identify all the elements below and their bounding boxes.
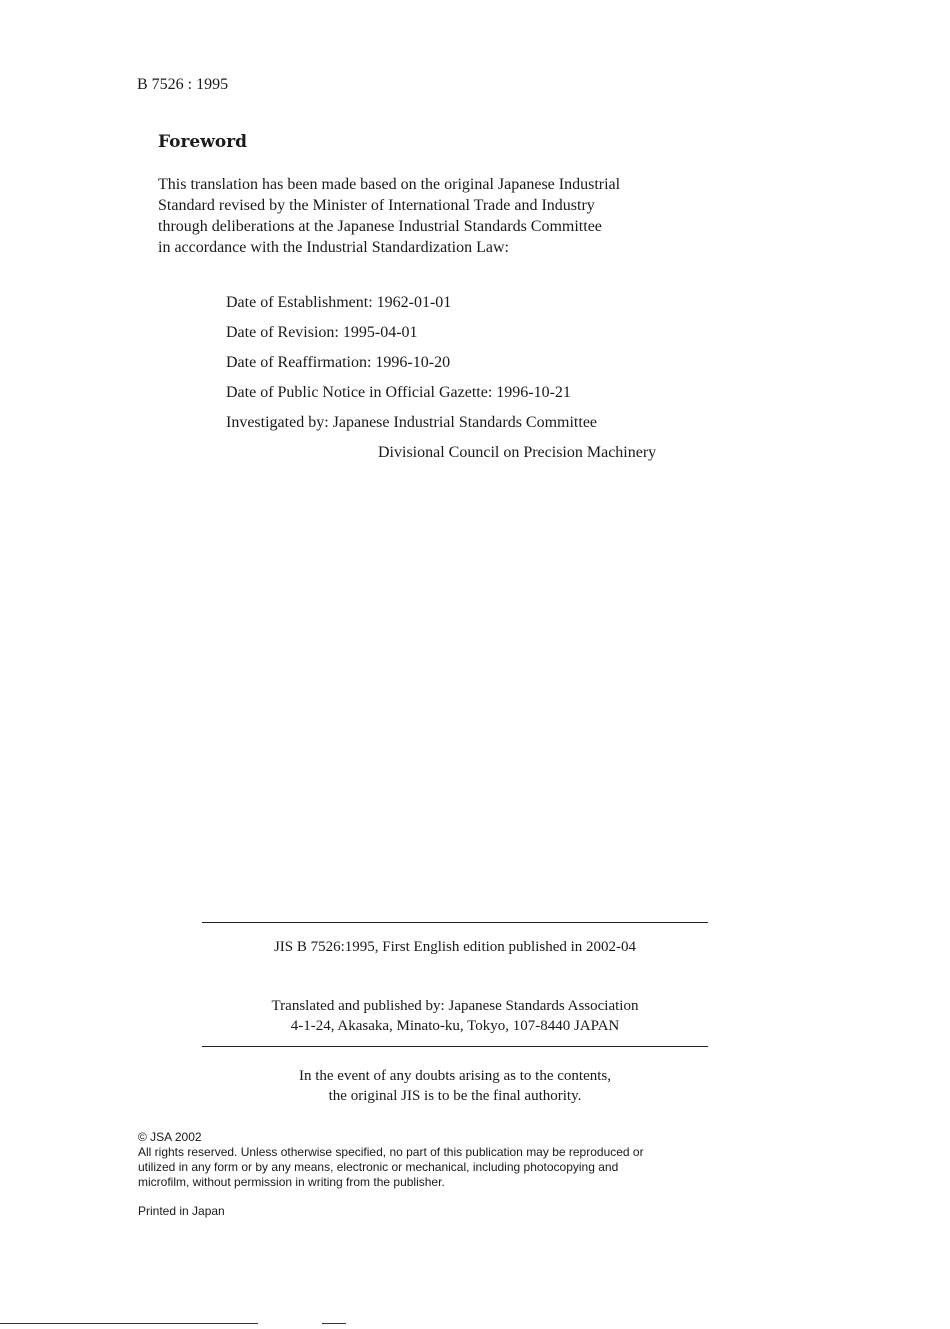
date-of-revision: Date of Revision: 1995-04-01 xyxy=(226,324,418,341)
divider-bottom xyxy=(202,1046,708,1047)
copyright-block xyxy=(138,1130,644,1190)
foreword-heading: Foreword xyxy=(158,132,248,152)
publisher-address: 4-1-24, Akasaka, Minato-ku, Tokyo, 107-8440 JAPAN xyxy=(290,1018,620,1034)
page-edge-mark xyxy=(0,1323,258,1324)
intro-line: This translation has been made based on the original Japanese Industrial xyxy=(158,176,621,193)
printed-in: Printed in Japan xyxy=(138,1204,225,1218)
date-of-establishment: Date of Establishment: 1962-01-01 xyxy=(226,294,452,311)
intro-line: through deliberations at the Japanese Industrial Standards Committee xyxy=(158,218,602,235)
rights-line: microfilm, without permission in writing from the publisher. xyxy=(138,1175,445,1189)
intro-line: Standard revised by the Minister of International Trade and Industry xyxy=(158,197,595,214)
edition-info: JIS B 7526:1995, First English edition published in 2002-04 xyxy=(273,939,637,955)
publisher-line: Translated and published by: Japanese Standards Association xyxy=(271,998,639,1014)
document-code: B 7526 : 1995 xyxy=(137,76,229,93)
investigated-by: Investigated by: Japanese Industrial Standards Committee xyxy=(226,414,598,431)
publisher-info xyxy=(200,996,710,1036)
intro-line: in accordance with the Industrial Standardization Law: xyxy=(158,239,509,256)
date-of-public-notice: Date of Public Notice in Official Gazette: 1996-10-21 xyxy=(226,384,571,401)
authority-line: In the event of any doubts arising as to the contents, xyxy=(298,1068,611,1084)
authority-note xyxy=(200,1066,710,1106)
authority-line: the original JIS is to be the final authority. xyxy=(328,1088,582,1104)
investigated-by-council: Divisional Council on Precision Machinery xyxy=(378,444,657,461)
rights-line: utilized in any form or by any means, electronic or mechanical, including photocopying and xyxy=(138,1160,619,1174)
copyright-notice: © JSA 2002 xyxy=(138,1130,202,1144)
rights-line: All rights reserved. Unless otherwise specified, no part of this publication may be reproduced or xyxy=(138,1145,644,1159)
divider-top xyxy=(202,922,708,923)
foreword-intro xyxy=(158,174,798,258)
page-edge-mark-short xyxy=(322,1323,346,1324)
date-of-reaffirmation: Date of Reaffirmation: 1996-10-20 xyxy=(226,354,451,371)
